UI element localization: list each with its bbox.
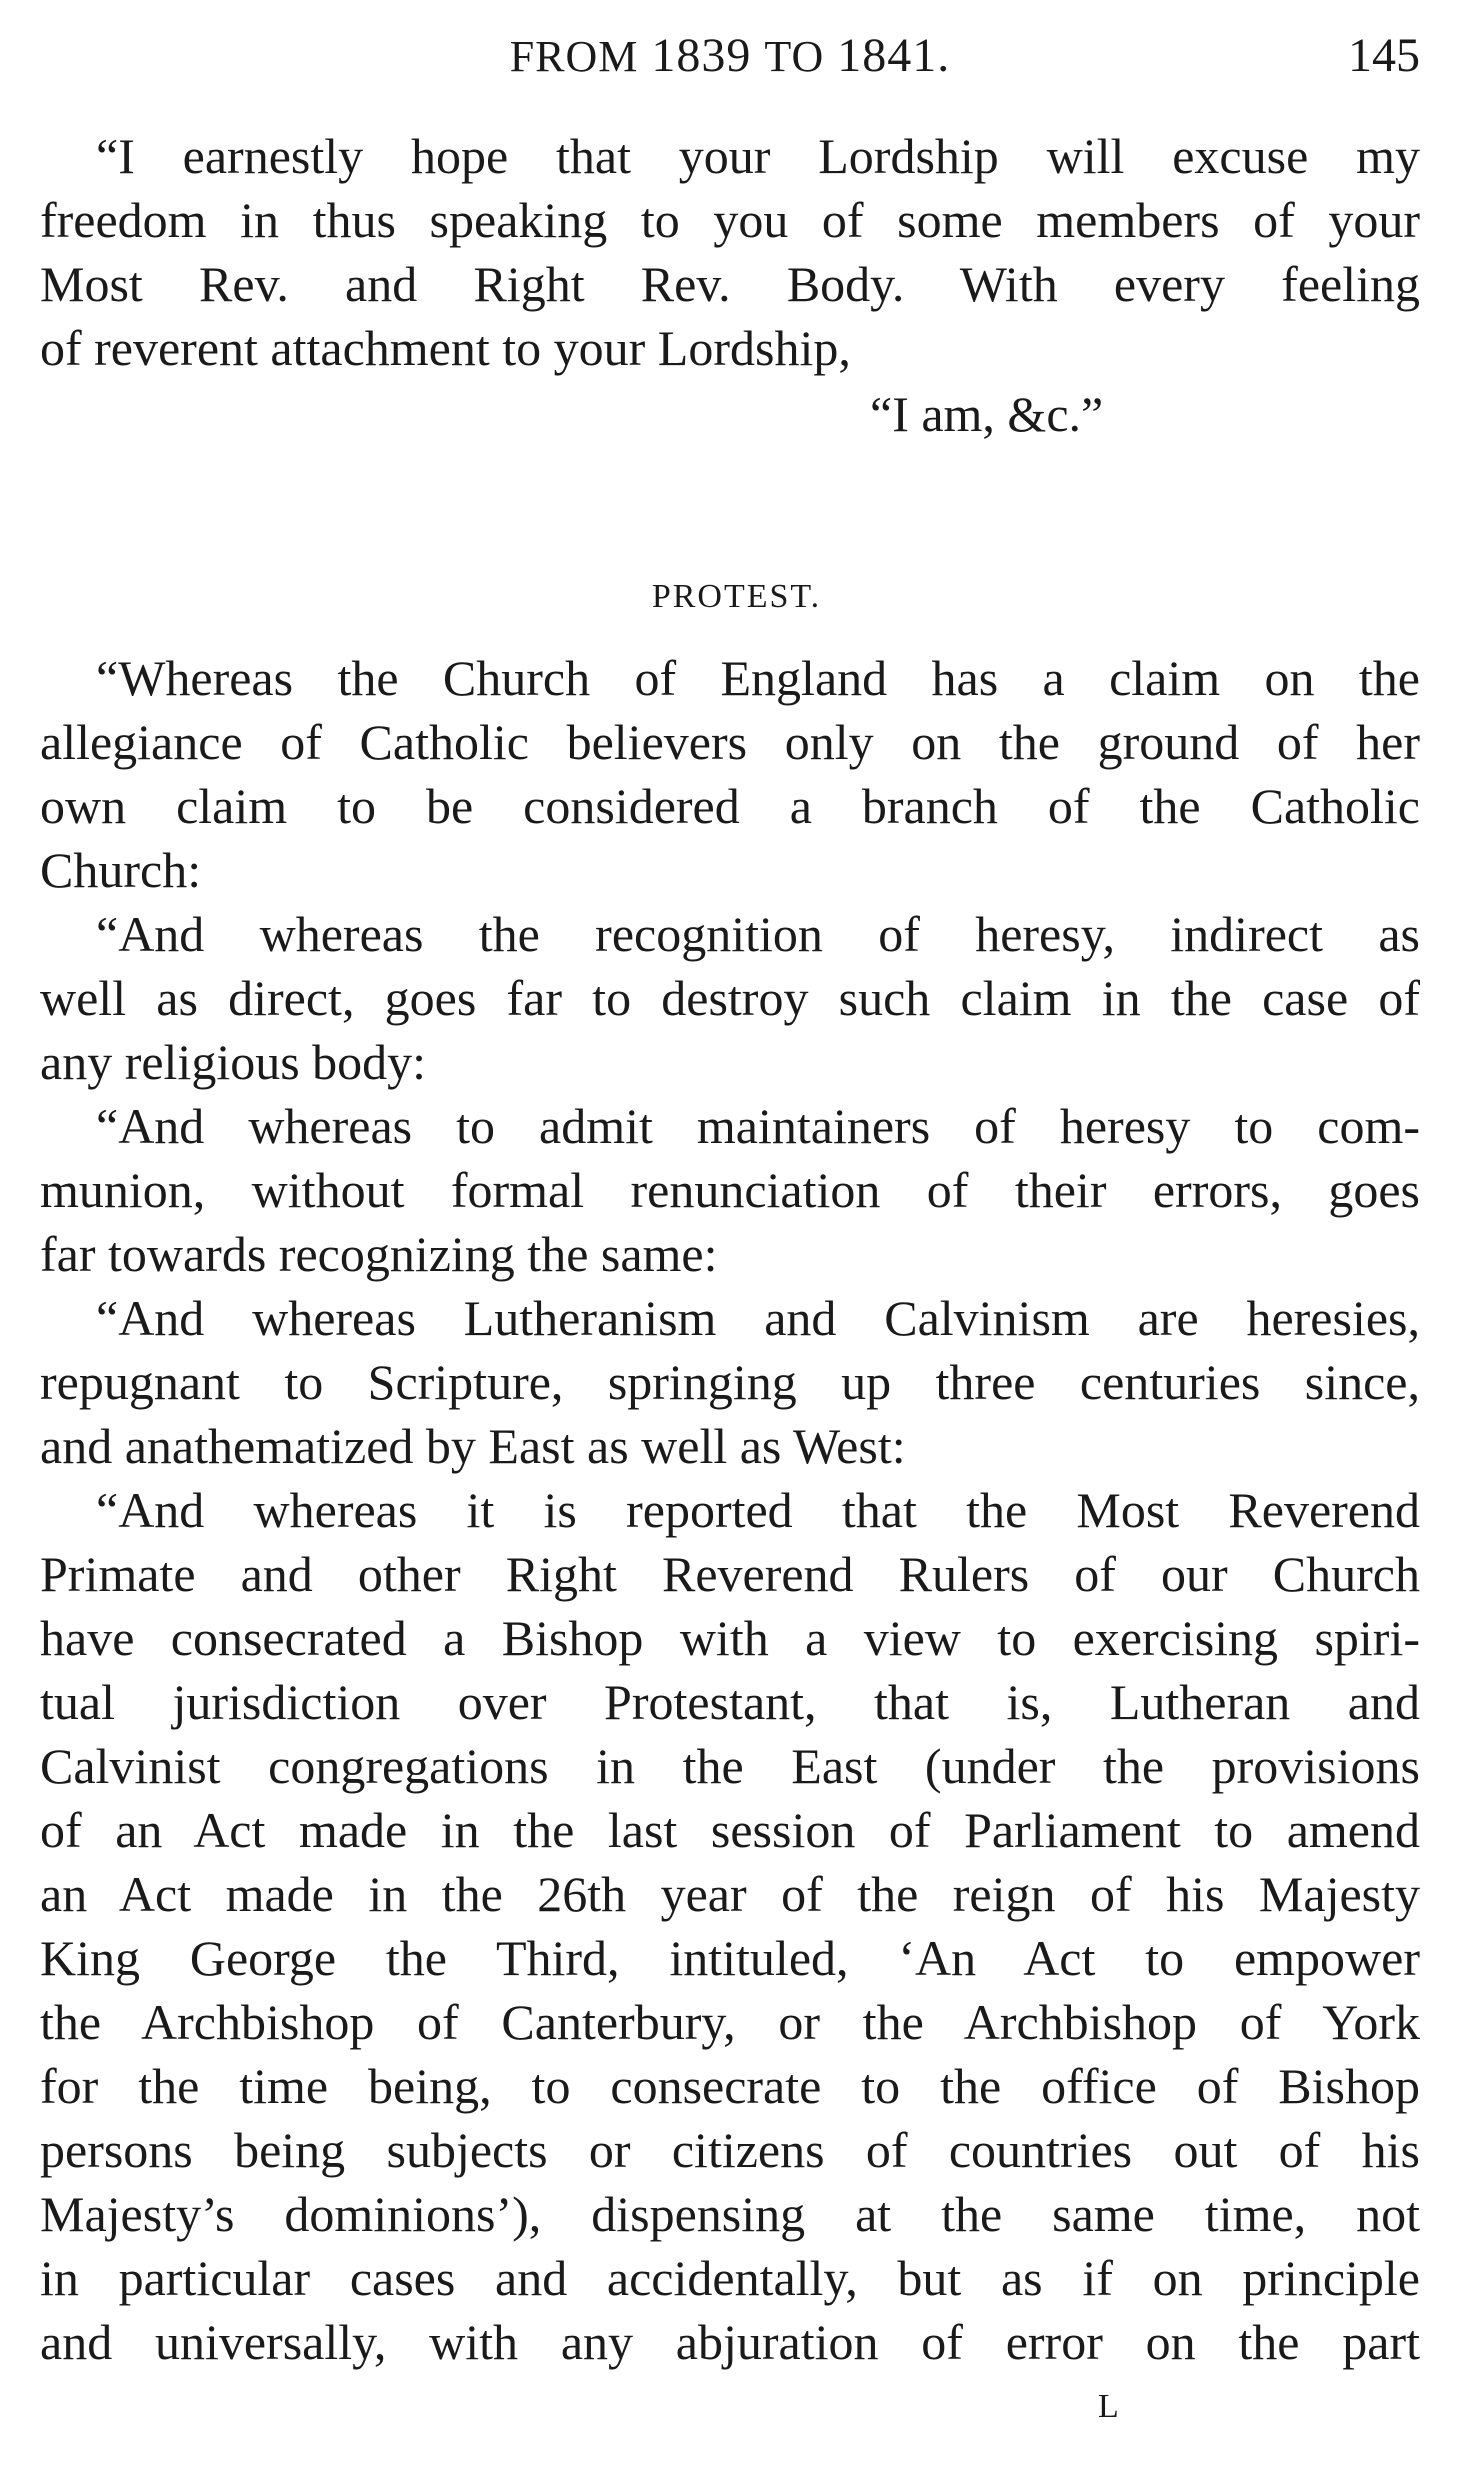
protest-line: an Act made in the 26th year of the reign of his Majesty	[40, 1866, 1420, 1922]
protest-line: “And whereas it is reported that the Most Reverend	[96, 1482, 1420, 1538]
signature-mark: L	[1098, 2388, 1119, 2425]
protest-line: repugnant to Scripture, springing up three centuries since,	[40, 1354, 1420, 1410]
protest-line: own claim to be considered a branch of the Catholic	[40, 778, 1420, 834]
letter-line: freedom in thus speaking to you of some members of your	[40, 192, 1420, 248]
running-title-word-from: FROM	[509, 32, 639, 81]
protest-line: “And whereas Lutheranism and Calvinism are heresies,	[96, 1290, 1420, 1346]
protest-line: and universally, with any abjuration of error on the part	[40, 2314, 1420, 2370]
protest-line: tual jurisdiction over Protestant, that is, Lutheran and	[40, 1674, 1420, 1730]
running-title-word-to: TO	[764, 32, 825, 81]
protest-line: Church:	[40, 842, 202, 898]
protest-line: munion, without formal renunciation of their errors, goes	[40, 1162, 1420, 1218]
letter-signoff: “I am, &c.”	[870, 386, 1104, 442]
protest-line: “Whereas the Church of England has a claim on the	[96, 650, 1420, 706]
protest-line: and anathematized by East as well as West:	[40, 1418, 906, 1474]
letter-line: of reverent attachment to your Lordship,	[40, 320, 851, 376]
protest-line: in particular cases and accidentally, but as if on principle	[40, 2250, 1420, 2306]
protest-line: “And whereas the recognition of heresy, indirect as	[96, 906, 1420, 962]
protest-line: persons being subjects or citizens of countries out of his	[40, 2122, 1420, 2178]
running-head	[40, 28, 1420, 88]
protest-line: Calvinist congregations in the East (under the provisions	[40, 1738, 1420, 1794]
protest-line: have consecrated a Bishop with a view to exercising spiri-	[40, 1610, 1420, 1666]
letter-line: “I earnestly hope that your Lordship will excuse my	[96, 128, 1420, 184]
protest-line: for the time being, to consecrate to the office of Bishop	[40, 2058, 1420, 2114]
protest-line: “And whereas to admit maintainers of heresy to com-	[96, 1098, 1420, 1154]
protest-line: the Archbishop of Canterbury, or the Archbishop of York	[40, 1994, 1420, 2050]
running-title	[40, 28, 1420, 83]
protest-line: well as direct, goes far to destroy such claim in the case of	[40, 970, 1420, 1026]
letter-line: Most Rev. and Right Rev. Body. With every feeling	[40, 256, 1420, 312]
protest-line: Majesty’s dominions’), dispensing at the same time, not	[40, 2186, 1420, 2242]
page-number: 145	[1348, 29, 1420, 82]
protest-line: King George the Third, intituled, ‘An Act to empower	[40, 1930, 1420, 1986]
running-title-year-start: 1839	[651, 29, 752, 82]
protest-line: far towards recognizing the same:	[40, 1226, 718, 1282]
protest-line: Primate and other Right Reverend Rulers of our Church	[40, 1546, 1420, 1602]
section-heading: PROTEST.	[651, 578, 822, 615]
protest-line: any religious body:	[40, 1034, 427, 1090]
running-title-year-end: 1841.	[837, 29, 951, 82]
protest-line: of an Act made in the last session of Parliament to amend	[40, 1802, 1420, 1858]
protest-line: allegiance of Catholic believers only on the ground of her	[40, 714, 1420, 770]
